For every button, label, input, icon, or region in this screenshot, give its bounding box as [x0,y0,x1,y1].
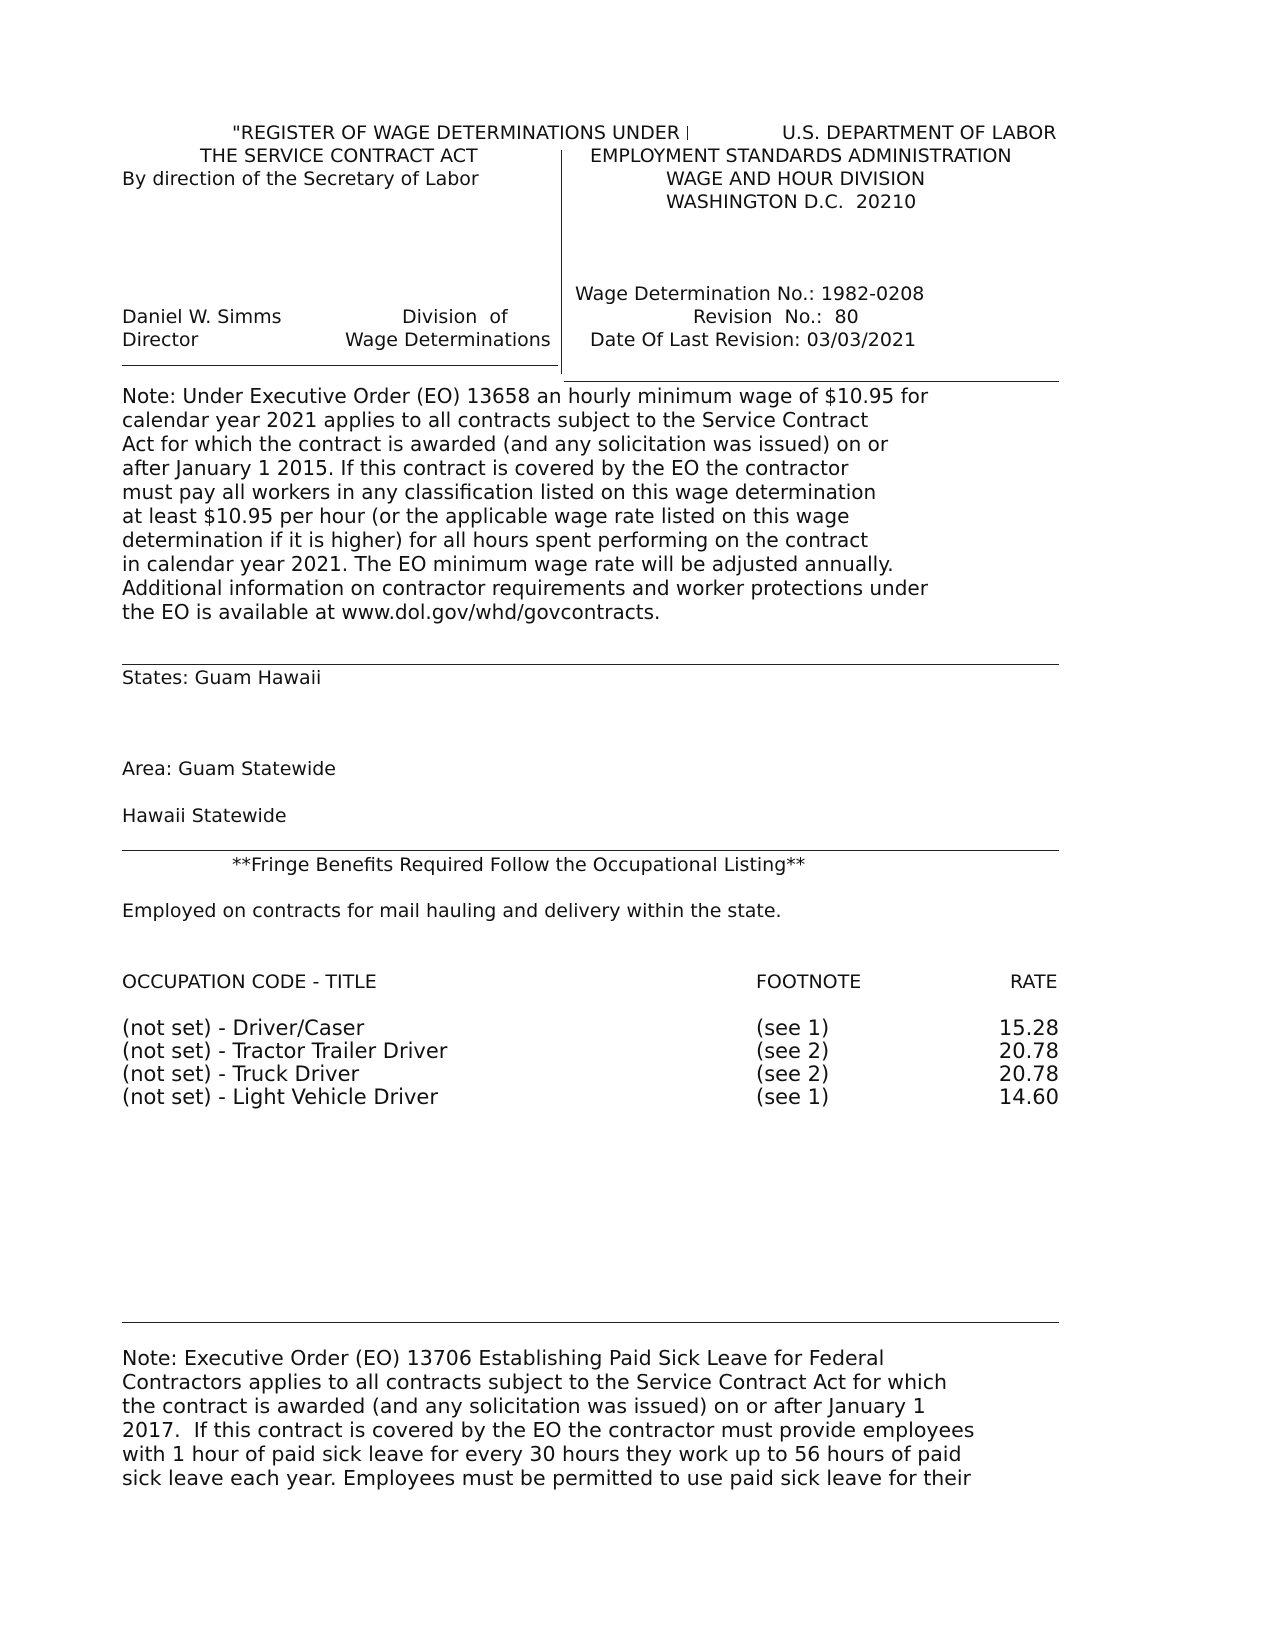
table-row [122,1086,1059,1109]
occupation-title: (not set) - Tractor Trailer Driver [122,1039,448,1063]
header-rule-right [564,381,1059,382]
note-line: must pay all workers in any classification listed on this wage determination [122,480,877,504]
eo13706-note [122,1346,1062,1490]
note-line: Note: Executive Order (EO) 13706 Establishing Paid Sick Leave for Federal [122,1346,885,1370]
note-line: calendar year 2021 applies to all contracts subject to the Service Contract [122,408,869,432]
note-line: Contractors applies to all contracts subject to the Service Contract Act for which [122,1370,948,1394]
occupation-rate: 20.78 [998,1062,1059,1086]
occupation-footnote: (see 1) [756,1016,830,1040]
note-line: the EO is available at www.dol.gov/whd/govcontracts. [122,600,661,624]
header-rule-left [122,365,558,366]
states-line: States: Guam Hawaii [122,667,322,689]
column-header-occupation: OCCUPATION CODE - TITLE [122,971,377,993]
area-line-2: Hawaii Statewide [122,805,287,827]
table-row [122,1040,1059,1063]
note-line: at least $10.95 per hour (or the applicable wage rate listed on this wage [122,504,850,528]
occupation-title: (not set) - Truck Driver [122,1062,360,1086]
division-label-line2: Wage Determinations [345,329,551,351]
column-header-rate: RATE [1010,971,1058,993]
note-line: sick leave each year. Employees must be permitted to use paid sick leave for their [122,1466,971,1490]
header-divider [561,150,562,374]
occupation-footnote: (see 1) [756,1085,830,1109]
division-label-line1: Division of [402,306,508,328]
fringe-rule [122,850,1059,851]
register-title-line2: THE SERVICE CONTRACT ACT [200,145,478,167]
note-line: Additional information on contractor requirements and worker protections under [122,576,928,600]
note-line: in calendar year 2021. The EO minimum wage rate will be adjusted annually. [122,552,894,576]
last-revision-date: Date Of Last Revision: 03/03/2021 [590,329,917,351]
note-line: Note: Under Executive Order (EO) 13658 an hourly minimum wage of $10.95 for [122,384,929,408]
occupation-title: (not set) - Light Vehicle Driver [122,1085,438,1109]
sick-leave-rule [122,1322,1059,1323]
note-line: 2017. If this contract is covered by the EO the contractor must provide employees [122,1418,975,1442]
occupation-footnote: (see 2) [756,1062,830,1086]
signer-name: Daniel W. Simms [122,306,282,328]
occupation-rate: 20.78 [998,1039,1059,1063]
note-line: Act for which the contract is awarded (and any solicitation was issued) on or [122,432,889,456]
note-line: after January 1 2015. If this contract is covered by the EO the contractor [122,456,849,480]
occupation-rate: 15.28 [998,1016,1059,1040]
header-divider-top [687,126,688,140]
register-title-line3: By direction of the Secretary of Labor [122,168,479,190]
note-line: the contract is awarded (and any solicitation was issued) on or after January 1 [122,1394,926,1418]
fringe-benefits-notice: **Fringe Benefits Required Follow the Occupational Listing** [232,854,806,876]
register-title-line1: "REGISTER OF WAGE DETERMINATIONS UNDER [232,122,680,144]
department-name: U.S. DEPARTMENT OF LABOR [782,122,1057,144]
revision-number: Revision No.: 80 [693,306,859,328]
table-row [122,1063,1059,1086]
area-line-1: Area: Guam Statewide [122,758,336,780]
administration-name: EMPLOYMENT STANDARDS ADMINISTRATION [590,145,1012,167]
occupation-rate: 14.60 [998,1085,1059,1109]
occupation-footnote: (see 2) [756,1039,830,1063]
occupation-title: (not set) - Driver/Caser [122,1016,365,1040]
division-name: WAGE AND HOUR DIVISION [666,168,926,190]
signer-title: Director [122,329,199,351]
column-header-footnote: FOOTNOTE [756,971,862,993]
note-line: determination if it is higher) for all hours spent performing on the contract [122,528,869,552]
eo13658-note [122,384,1062,624]
wage-determination-number: Wage Determination No.: 1982-0208 [575,283,925,305]
table-row [122,1017,1059,1040]
employment-scope: Employed on contracts for mail hauling and delivery within the state. [122,900,782,922]
note-line: with 1 hour of paid sick leave for every 30 hours they work up to 56 hours of paid [122,1442,962,1466]
states-rule [122,664,1059,665]
division-address: WASHINGTON D.C. 20210 [666,191,917,213]
occupation-table [122,1017,1059,1109]
